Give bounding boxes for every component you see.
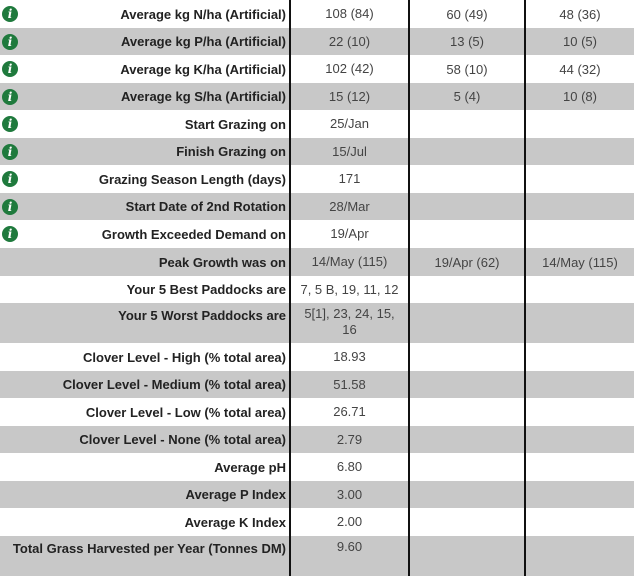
value-col1: 15 (12) [290,83,409,110]
value-col2 [409,426,525,453]
value-col3: 44 (32) [559,61,601,77]
table-row [0,343,634,371]
value-col2 [409,481,525,508]
value-col2 [409,303,525,343]
table-row [0,55,634,83]
value-col1: 2.00 [290,508,409,536]
value-col3 [525,110,634,138]
table-row [0,248,634,276]
value-col1: 3.00 [290,481,409,508]
row-label: Finish Grazing on [26,138,290,165]
info-icon[interactable]: i [2,116,18,132]
info-icon[interactable]: i [2,171,18,187]
row-label: Average K Index [0,508,290,536]
value-col2: 60 (49) [409,0,525,28]
value-col3 [525,508,634,536]
row-label: Your 5 Worst Paddocks are [26,303,290,343]
table-row [0,303,634,343]
table-row [0,426,634,453]
value-col3 [525,481,634,508]
value-col3 [525,276,634,303]
value-col3: 14/May (115) [542,254,618,270]
value-col1: 25/Jan [290,110,409,138]
info-icon[interactable]: i [2,6,18,22]
value-col1: 108 (84) [290,0,409,28]
row-label: Total Grass Harvested per Year (Tonnes DM) [0,536,290,576]
value-col1: 171 [290,165,409,193]
row-label: Clover Level - None (% total area) [0,426,290,453]
table-row [0,481,634,508]
value-col3: 10 (8) [563,89,597,104]
row-label: Clover Level - Low (% total area) [0,398,290,426]
row-label: Start Date of 2nd Rotation [26,193,290,220]
value-col1: 22 (10) [290,28,409,55]
table-row [0,276,634,303]
value-col2 [409,220,525,248]
row-label: Grazing Season Length (days) [26,165,290,193]
value-col2 [409,193,525,220]
value-col1: 6.80 [290,453,409,481]
value-col1: 26.71 [290,398,409,426]
row-label: Clover Level - High (% total area) [0,343,290,371]
value-col3 [525,220,634,248]
info-icon[interactable]: i [2,199,18,215]
value-col3 [525,303,634,343]
row-label: Clover Level - Medium (% total area) [0,371,290,398]
row-label: Average kg N/ha (Artificial) [26,0,290,28]
value-col3 [525,193,634,220]
table-row [0,193,634,220]
value-col3 [525,343,634,371]
info-icon[interactable]: i [2,144,18,160]
table-row [0,0,634,28]
value-col3 [525,371,634,398]
value-col2 [409,165,525,193]
value-col1: 28/Mar [290,193,409,220]
value-col1: 102 (42) [290,55,409,83]
value-col3 [525,398,634,426]
value-col1: 19/Apr [290,220,409,248]
value-col3 [525,138,634,165]
value-col2 [409,398,525,426]
table-row [0,28,634,55]
value-col2: 19/Apr (62) [409,248,525,276]
value-col3 [525,453,634,481]
value-col3 [525,165,634,193]
value-col2 [409,110,525,138]
row-label: Average kg K/ha (Artificial) [26,55,290,83]
info-icon[interactable]: i [2,34,18,50]
value-col2: 13 (5) [409,28,525,55]
row-label: Average kg P/ha (Artificial) [26,28,290,55]
value-col2 [409,138,525,165]
value-col1: 15/Jul [290,138,409,165]
value-col1: 51.58 [290,371,409,398]
value-col1 [290,303,409,343]
row-label: Your 5 Best Paddocks are [26,276,290,303]
info-icon[interactable]: i [2,89,18,105]
row-label: Growth Exceeded Demand on [26,220,290,248]
value-col1: 14/May (115) [290,248,409,276]
value-col2 [409,343,525,371]
row-label: Average kg S/ha (Artificial) [26,83,290,110]
info-icon[interactable]: i [2,61,18,77]
table-row [0,165,634,193]
value-col3: 48 (36) [559,6,601,22]
value-col2 [409,536,525,576]
value-col3 [525,426,634,453]
table-row [0,453,634,481]
table-row [0,220,634,248]
value-col3 [525,536,634,576]
value-col1: 18.93 [290,343,409,371]
table-row [0,508,634,536]
value-col1: 7, 5 B, 19, 11, 12 [290,276,409,303]
info-icon[interactable]: i [2,226,18,242]
value-text: 5[1], 23, 24, 15, 16 [304,306,395,337]
table-row [0,83,634,110]
row-label: Average P Index [0,481,290,508]
row-label: Start Grazing on [26,110,290,138]
row-label: Average pH [0,453,290,481]
value-col2 [409,276,525,303]
table-row [0,110,634,138]
value-col3: 10 (5) [563,34,597,49]
value-col2 [409,453,525,481]
row-label: Peak Growth was on [26,248,290,276]
value-col1: 9.60 [290,536,409,576]
value-col2: 5 (4) [409,83,525,110]
value-col1: 2.79 [290,426,409,453]
table-row [0,371,634,398]
table-row [0,138,634,165]
value-col2 [409,371,525,398]
value-col2 [409,508,525,536]
table-row [0,536,634,576]
value-col2: 58 (10) [409,55,525,83]
table-row [0,398,634,426]
